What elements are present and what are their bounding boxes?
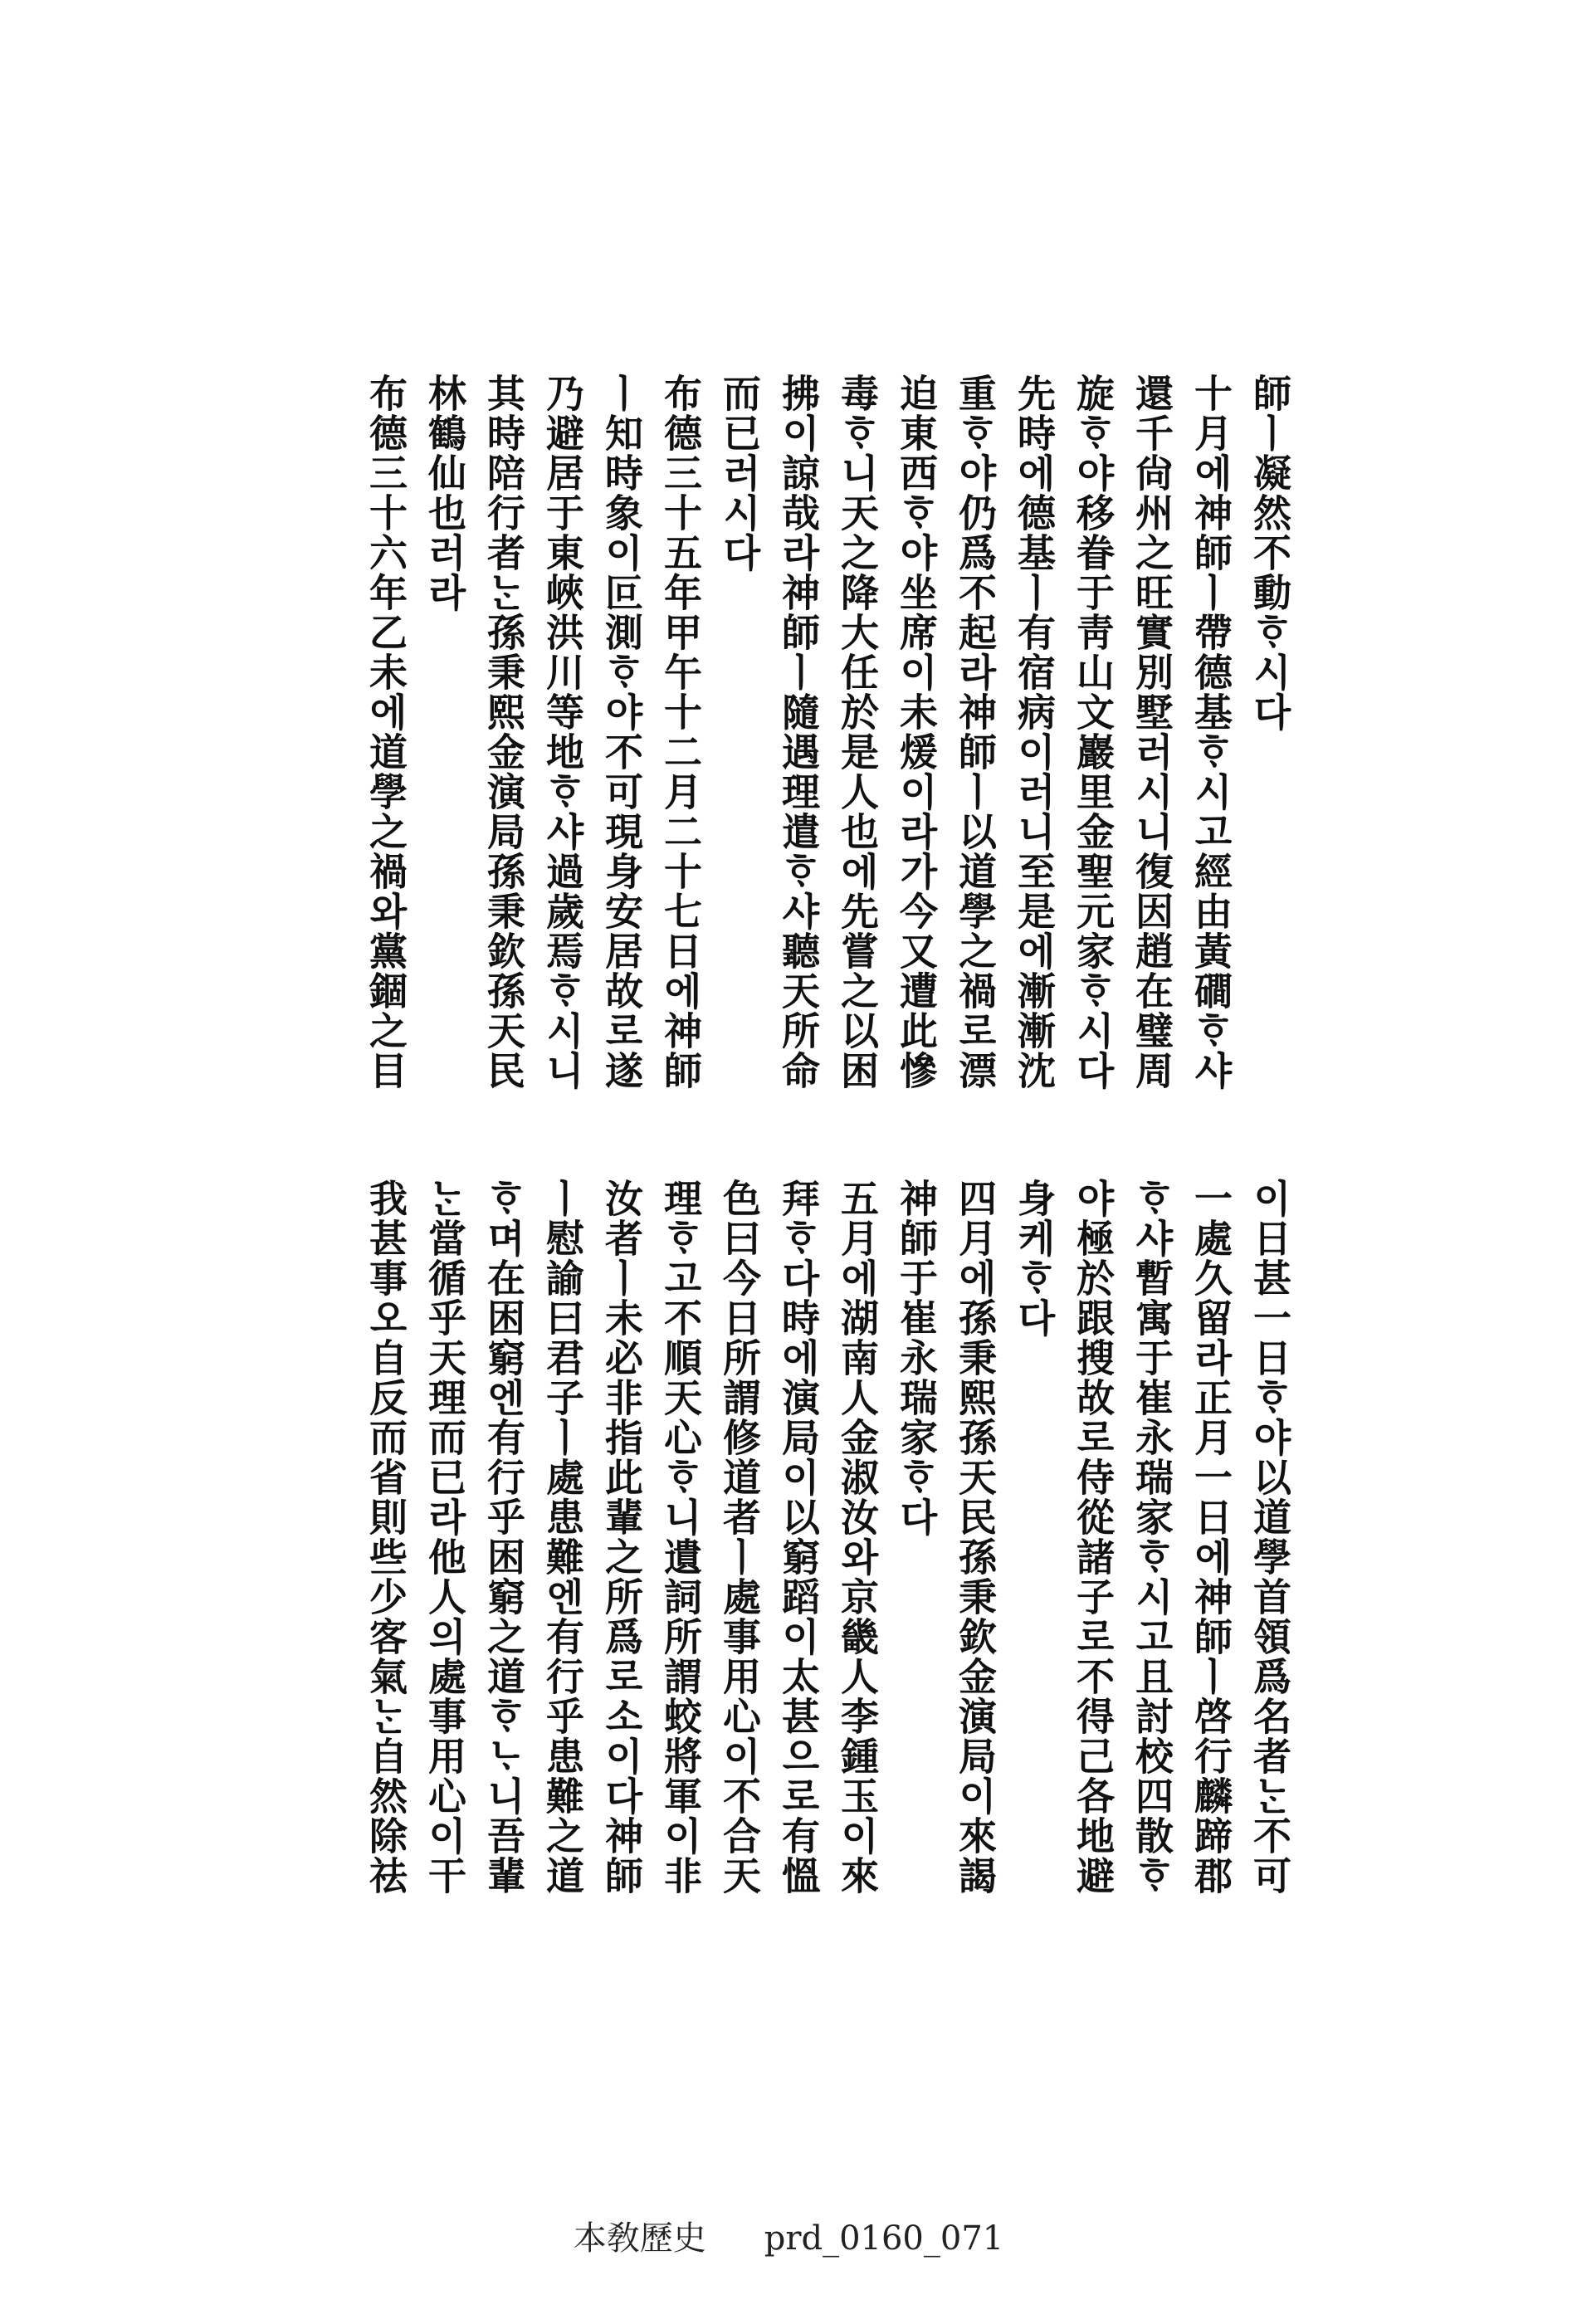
text-column: 重ᄒᆞ야仍爲不起라神師ㅣ以道學之禍로漂: [953, 374, 998, 1091]
text-column: ᄒᆞ며在困窮엔有行乎困窮之道ᄒᆞᄂᆞ니吾輩: [481, 1179, 526, 1896]
text-column: ᄂᆞᆫ當循乎天理而已라他人의處事用心이干: [422, 1179, 467, 1896]
upper-text-block: [361, 374, 1295, 1162]
book-title: 本敎歷史: [573, 2219, 706, 2258]
text-column: 이日甚一日ᄒᆞ야以道學首領爲名者ᄂᆞᆫ不可: [1247, 1179, 1292, 1896]
text-column: 四月에孫秉熙孫天民孫秉欽金演局이來謁: [953, 1179, 998, 1896]
text-column: 而已러시다: [717, 374, 762, 573]
page-footer: [0, 2212, 1577, 2259]
text-column: 拜ᄒᆞ다時에演局이以窮蹈이太甚으로有慍: [776, 1179, 821, 1896]
text-column: ㅣ慰諭曰君子ㅣ處患難엔有行乎患難之道: [540, 1179, 585, 1896]
text-column: 先時에德基ㅣ有宿病이러니至是에漸漸沈: [1012, 374, 1057, 1091]
text-column: ㅣ知時象이叵測ᄒᆞ야不可現身安居故로遂: [599, 374, 644, 1091]
page-id: prd_0160_071: [764, 2219, 1004, 2258]
text-column: 還千尙州之旺實別墅러시니復因趙在璧周: [1130, 374, 1174, 1091]
text-column: 五月에湖南人金淑汝와京畿人李鍾玉이來: [835, 1179, 880, 1896]
text-column: 理ᄒᆞ고不順天心ᄒᆞ니遺詞所謂蛟將軍이非: [658, 1179, 703, 1896]
text-column: 布德三十六年乙未에道學之禍와黨錮之目: [364, 374, 408, 1091]
text-column: 야極於跟搜故로侍從諸子로不得己各地避: [1071, 1179, 1116, 1896]
text-column: 我甚事오自反而省則些少客氣ᄂᆞᆫ自然除祛: [364, 1179, 408, 1896]
text-column: 師ㅣ凝然不動ᄒᆞ시다: [1247, 374, 1292, 732]
text-column: 其時陪行者ᄂᆞᆫ孫秉熙金演局孫秉欽孫天民: [481, 374, 526, 1091]
text-column: ᄒᆞ샤暫寓于崔永瑞家ᄒᆞ시고且討校四散ᄒᆞ: [1130, 1179, 1174, 1896]
text-column: 汝者ㅣ未必非指此輩之所爲로소이다神師: [599, 1179, 644, 1896]
text-column: 身케ᄒᆞ다: [1012, 1179, 1057, 1338]
text-column: 拂이諒哉라神師ㅣ隨遇理遣ᄒᆞ샤聽天所命: [776, 374, 821, 1091]
text-column: 毒ᄒᆞ니天之降大任於是人也에先嘗之以困: [835, 374, 880, 1091]
text-column: 十月에神師ㅣ帶德基ᄒᆞ시고經由黃磵ᄒᆞ샤: [1189, 374, 1233, 1091]
text-column: 乃避居于東峽洪川等地ᄒᆞ샤過歲焉ᄒᆞ시니: [540, 374, 585, 1091]
text-column: 神師于崔永瑞家ᄒᆞ다: [894, 1179, 939, 1537]
text-column: 迫東西ᄒᆞ야坐席이未煖이라가今又遭此慘: [894, 374, 939, 1091]
lower-text-block: [361, 1179, 1295, 1975]
text-column: 布德三十五年甲午十二月二十七日에神師: [658, 374, 703, 1091]
text-column: 色曰今日所謂修道者ㅣ處事用心이不合天: [717, 1179, 762, 1896]
text-column: 一處久留라正月一日에神師ㅣ啓行麟蹄郡: [1189, 1179, 1233, 1896]
text-column: 林鶴仙也러라: [422, 374, 467, 613]
text-column: 旋ᄒᆞ야移眷于靑山文巖里金聖元家ᄒᆞ시다: [1071, 374, 1116, 1091]
